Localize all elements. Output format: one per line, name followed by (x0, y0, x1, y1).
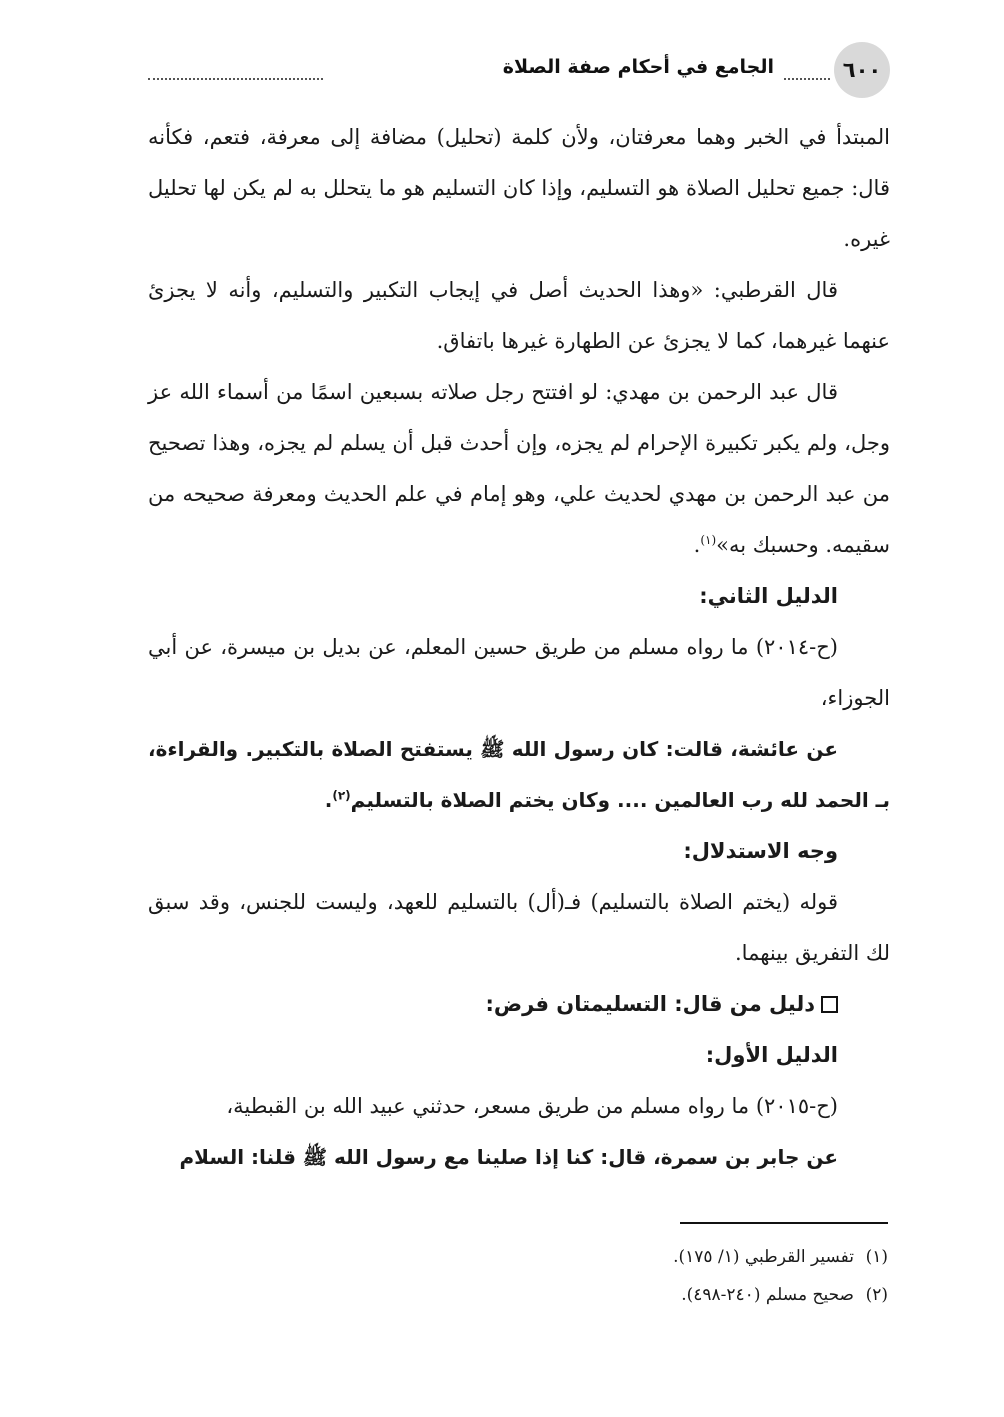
footnote-2 (288, 1276, 888, 1314)
footnote-2-text: صحيح مسلم (٢٤٠-٤٩٨). (681, 1285, 854, 1305)
paragraph-3-text: قال عبد الرحمن بن مهدي: لو افتتح رجل صلاته بسبعين اسمًا من أسماء الله عز وجل، ولم يكبر تكبيرة الإحرام لم يجزه، وإن أحدث قبل أن يسلم لم يجزه، وهذا تصحيح من عبد الرحمن بن مهدي لحديث علي، وهو إمام في علم الحديث ومعرفة صحيحه من سقيمه. وحسبك به» (148, 380, 890, 557)
header-dotted-rule-right (784, 78, 830, 80)
footnote-ref-1: (١) (700, 533, 717, 547)
footnote-separator (680, 1222, 888, 1224)
running-title: الجامع في أحكام صفة الصلاة (497, 56, 780, 78)
page-header (148, 42, 890, 102)
hadith-aisha-text: عن عائشة، قالت: كان رسول الله ﷺ يستفتح الصلاة بالتكبير. والقراءة، بـ الحمد لله رب العالمين .... وكان يختم الصلاة بالتسليم (148, 737, 890, 812)
checkbox-icon (821, 996, 838, 1013)
hadith-aisha (148, 724, 890, 826)
paragraph-6: قوله (يختم الصلاة بالتسليم) فـ(أل) بالتسليم للعهد، وليست للجنس، وقد سبق لك التفريق بينهما. (148, 890, 890, 965)
page-body (148, 112, 890, 1183)
header-dotted-rule-left (148, 78, 323, 80)
heading-first-evidence: الدليل الأول: (705, 1043, 838, 1067)
heading-section (148, 979, 890, 1030)
footnote-ref-2: (٢) (332, 788, 351, 803)
heading-inference: وجه الاستدلال: (683, 839, 838, 863)
paragraph-4: (ح-٢٠١٤) ما رواه مسلم من طريق حسين المعلم، عن بديل بن ميسرة، عن أبي الجوزاء، (148, 635, 890, 710)
page-number: ٦٠٠ (834, 42, 890, 98)
heading-second-evidence: الدليل الثاني: (699, 584, 838, 608)
footnotes (288, 1238, 888, 1314)
footnote-1-text: تفسير القرطبي (١/ ١٧٥). (673, 1247, 854, 1267)
paragraph-3-end: . (693, 533, 701, 557)
footnote-1 (288, 1238, 888, 1276)
paragraph-1: المبتدأ في الخبر وهما معرفتان، ولأن كلمة (تحليل) مضافة إلى معرفة، فتعم، فكأنه قال: جميع تحليل الصلاة هو التسليم، وإذا كان التسليم هو ما يتحلل به لم يكن لها تحليل غيره. (148, 125, 890, 251)
heading-section-text: دليل من قال: التسليمتان فرض: (485, 992, 815, 1016)
footnote-1-number: (١) (865, 1247, 888, 1267)
hadith-aisha-end: . (324, 788, 333, 812)
footnote-2-number: (٢) (865, 1285, 888, 1305)
paragraph-3 (148, 367, 890, 571)
hadith-jabir: عن جابر بن سمرة، قال: كنا إذا صلينا مع رسول الله ﷺ قلنا: السلام (179, 1145, 838, 1169)
paragraph-7: (ح-٢٠١٥) ما رواه مسلم من طريق مسعر، حدثني عبيد الله بن القبطية، (226, 1094, 838, 1118)
paragraph-2: قال القرطبي: «وهذا الحديث أصل في إيجاب التكبير والتسليم، وأنه لا يجزئ عنهما غيرهما، كما لا يجزئ عن الطهارة غيرها باتفاق. (148, 278, 890, 353)
